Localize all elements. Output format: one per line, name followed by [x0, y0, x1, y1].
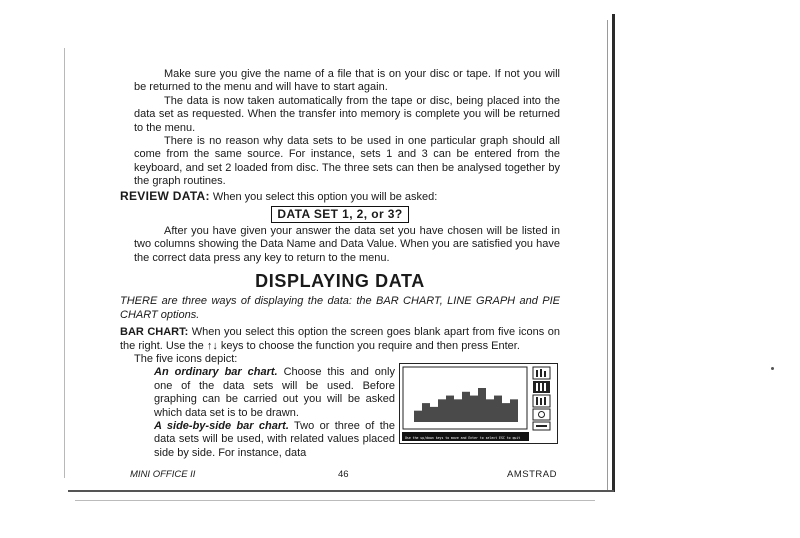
item-ordinary-bar-chart — [120, 366, 395, 420]
screen-bar — [486, 399, 494, 422]
review-data-line — [120, 190, 560, 204]
screen-bar — [470, 396, 478, 422]
screen-bar — [502, 403, 510, 422]
options-icon — [533, 409, 550, 420]
screen-bar — [414, 411, 422, 422]
bar-chart-label: BAR CHART: — [120, 326, 189, 339]
item1-text: Choose this and only one of the data sets will be used. Before graphing can be carried out you will be asked which data set is to be drawn. — [154, 366, 395, 419]
prompt-box-row — [120, 206, 560, 223]
icon-mark — [536, 383, 538, 391]
data-set-prompt: DATA SET 1, 2, or 3? — [271, 206, 408, 223]
bar-chart-intro-text: When you select this option the screen goes blank apart from five icons on the right. Use the — [120, 326, 560, 352]
screen-bar — [422, 403, 430, 422]
page-shadow-bottom — [75, 500, 595, 501]
screen-bar — [454, 399, 462, 422]
bar-chart-screenshot — [399, 363, 558, 444]
bar-group — [414, 388, 518, 422]
footer-right: AMSTRAD — [507, 469, 557, 480]
icon-mark — [544, 397, 546, 405]
screen-bar — [446, 396, 454, 422]
page-edge-bottom — [68, 490, 614, 492]
bar-chart-line1 — [120, 326, 560, 353]
review-data-text: When you select this option you will be asked: — [209, 190, 438, 203]
arrow-keys-icon: ↑↓ — [206, 339, 218, 352]
status-bar-text: Use the up/down keys to move and Enter to select ESC to quit — [405, 436, 521, 440]
page-edge-right — [612, 14, 615, 492]
icon-mark — [536, 397, 538, 405]
item2-title: A side-by-side bar chart. — [154, 419, 289, 432]
icon-mark — [540, 383, 542, 391]
icon-mark — [540, 398, 542, 405]
icon-column — [533, 367, 550, 430]
screen-bar — [430, 407, 438, 422]
item2-text: Two or three of the data sets will be used, with related values placed side by side. For instance, data — [154, 419, 395, 459]
icon-mark — [536, 425, 547, 427]
section-intro: THERE are three ways of displaying the data: the BAR CHART, LINE GRAPH and PIE CHART options. — [120, 295, 560, 321]
item-side-by-side-bar-chart — [120, 420, 395, 460]
page-number: 46 — [338, 469, 349, 480]
screen-bar — [462, 392, 470, 422]
bar-chart-intro-text2: keys to choose the function you require and then press Enter. — [217, 339, 520, 352]
icon-mark — [544, 371, 546, 377]
screen-bar — [478, 388, 486, 422]
paragraph-transfer: The data is now taken automatically from the tape or disc, being placed into the data set as requested. When the transfer into memory is complete you will be returned to the menu. — [134, 94, 560, 134]
review-data-label: REVIEW DATA: — [120, 188, 210, 203]
paragraph-file-name: Make sure you give the name of a file that is on your disc or tape. If not you will be returned to the menu and will have to start again. — [134, 68, 560, 94]
screenshot-graphic — [400, 364, 557, 443]
icon-mark — [540, 369, 542, 377]
section-heading: DISPLAYING DATA — [255, 271, 425, 292]
paragraph-review-listing: After you have given your answer the data set you have chosen will be listed in two columns showing the Data Name and Data Value. When you are satisfied you have the correct data press any key to return to the menu. — [134, 225, 560, 264]
screen-bar — [510, 399, 518, 422]
item1-title: An ordinary bar chart. — [154, 366, 278, 379]
icons-intro: The five icons depict: — [134, 352, 238, 365]
screen-bar — [494, 396, 502, 422]
screen-bar — [438, 399, 446, 422]
scan-speck — [771, 367, 774, 370]
footer-left: MINI OFFICE II — [130, 469, 196, 480]
icon-mark — [544, 383, 546, 391]
page-edge-left — [64, 48, 65, 478]
page-edge-inner — [607, 20, 608, 490]
icon-mark — [536, 370, 538, 377]
paragraph-data-sources: There is no reason why data sets to be used in one particular graph should all come from the same source. For instance, sets 1 and 3 can be entered from the keyboard, and set 2 loaded from disc. The three sets can then be analysed together by the graph routines. — [134, 135, 560, 188]
